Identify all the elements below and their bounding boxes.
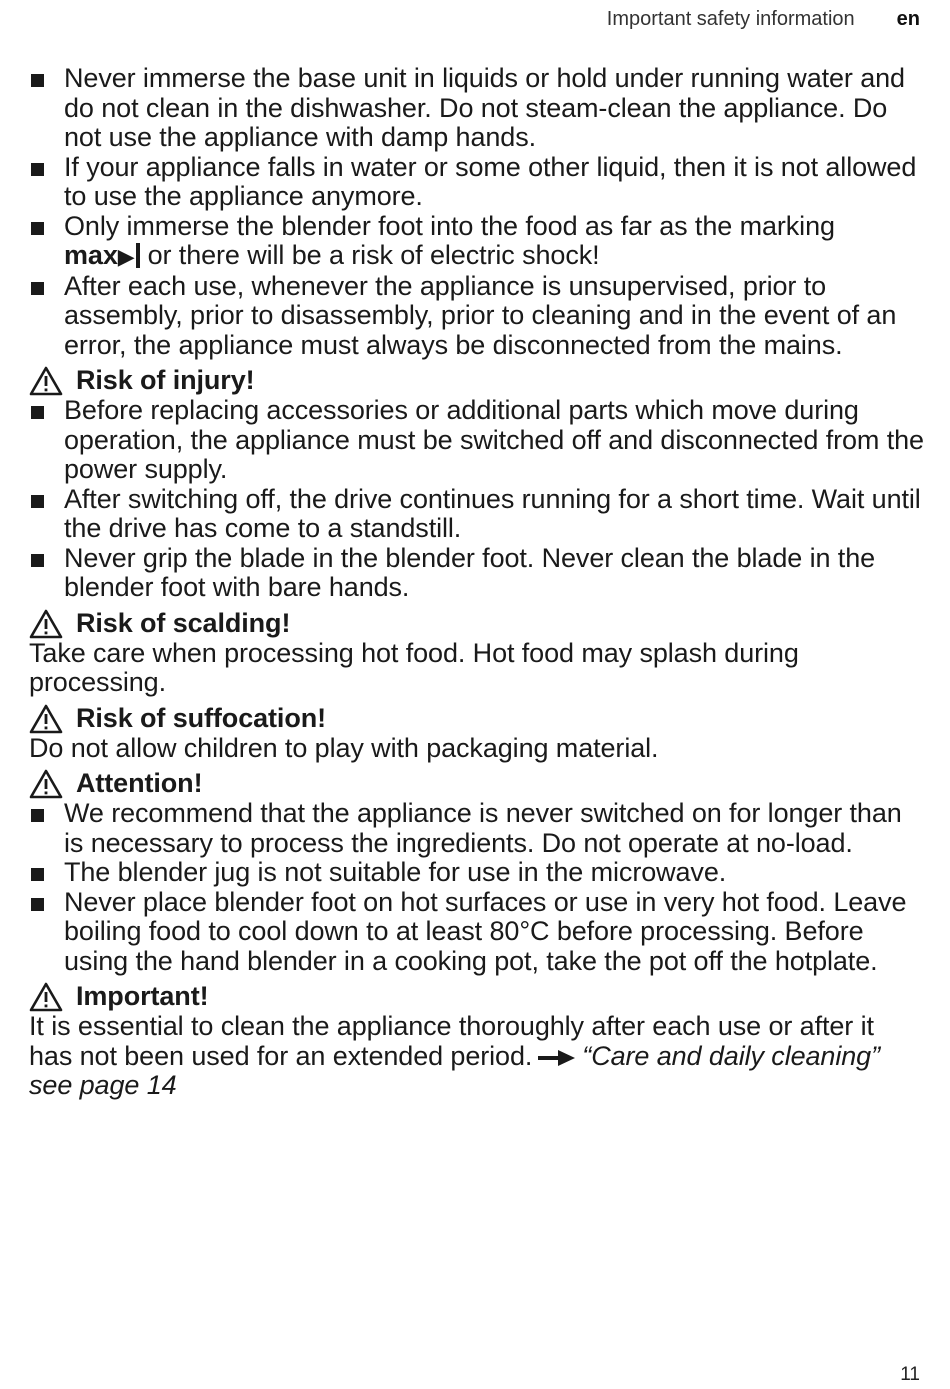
attention-heading-text: Attention! (76, 768, 203, 799)
language-code: en (896, 8, 920, 30)
max-marking-label: max (64, 240, 118, 270)
suffocation-heading (29, 704, 924, 734)
injury-heading-text: Risk of injury! (76, 365, 255, 396)
max-item-text-after: or there will be a risk of electric shock! (147, 240, 600, 270)
important-heading (29, 982, 924, 1012)
suffocation-heading-text: Risk of suffocation! (76, 702, 327, 733)
important-body: It is essential to clean the appliance thoroughly after each use or after it has not been used for an extended period. (29, 1011, 874, 1071)
list-item: Never grip the blade in the blender foot. Never clean the blade in the blender foot with bare hands. (29, 544, 924, 603)
list-item: The blender jug is not suitable for use in the microwave. (29, 858, 924, 888)
warning-triangle-icon (29, 366, 63, 396)
general-safety-list (29, 64, 924, 360)
attention-heading (29, 769, 924, 799)
important-text (29, 1012, 924, 1101)
list-item: Never place blender foot on hot surfaces or use in very hot food. Leave boiling food to cool down to at least 80°C before processing. Before using the hand blender in a cooking pot, take the pot off the hotplate. (29, 888, 924, 977)
arrow-right-icon (538, 1049, 576, 1067)
max-item-text-before: Only immerse the blender foot into the food as far as the marking (64, 210, 835, 241)
list-item: After each use, whenever the appliance is unsupervised, prior to assembly, prior to disassembly, prior to cleaning and in the event of an error, the appliance must always be disconnected from the mains. (29, 272, 924, 361)
cross-reference-link[interactable]: “Care and daily cleaning” see page 14 (29, 1040, 880, 1100)
warning-triangle-icon (29, 609, 63, 639)
scalding-text: Take care when processing hot food. Hot food may splash during processing. (29, 637, 799, 697)
scalding-heading (29, 609, 924, 639)
max-marking (64, 240, 148, 270)
important-heading-text: Important! (76, 981, 209, 1012)
list-item: Before replacing accessories or additional parts which move during operation, the appliance must be switched off and disconnected from the power supply. (29, 396, 924, 485)
warning-triangle-icon (29, 982, 63, 1012)
warning-triangle-icon (29, 769, 63, 799)
list-item: If your appliance falls in water or some other liquid, then it is not allowed to use the appliance anymore. (29, 153, 924, 212)
attention-list (29, 799, 924, 976)
list-item: We recommend that the appliance is never switched on for longer than is necessary to process the ingredients. Do not operate at no-load. (29, 799, 924, 858)
max-marker-bar-icon (136, 243, 140, 268)
max-marker-icon: ▶ (117, 244, 135, 269)
list-item: Never immerse the base unit in liquids or hold under running water and do not clean in the dishwasher. Do not steam-clean the appliance. Do not use the appliance with damp hands. (29, 64, 924, 153)
section-title: Important safety information (606, 8, 855, 30)
page-header (607, 6, 920, 32)
injury-heading (29, 366, 924, 396)
suffocation-text: Do not allow children to play with packaging material. (29, 732, 659, 763)
list-item (29, 212, 924, 272)
injury-list (29, 396, 924, 603)
scalding-heading-text: Risk of scalding! (76, 607, 291, 638)
document-body (29, 64, 924, 1101)
list-item: After switching off, the drive continues running for a short time. Wait until the drive has come to a standstill. (29, 485, 924, 544)
page-number: 11 (900, 1364, 920, 1385)
warning-triangle-icon (29, 704, 63, 734)
